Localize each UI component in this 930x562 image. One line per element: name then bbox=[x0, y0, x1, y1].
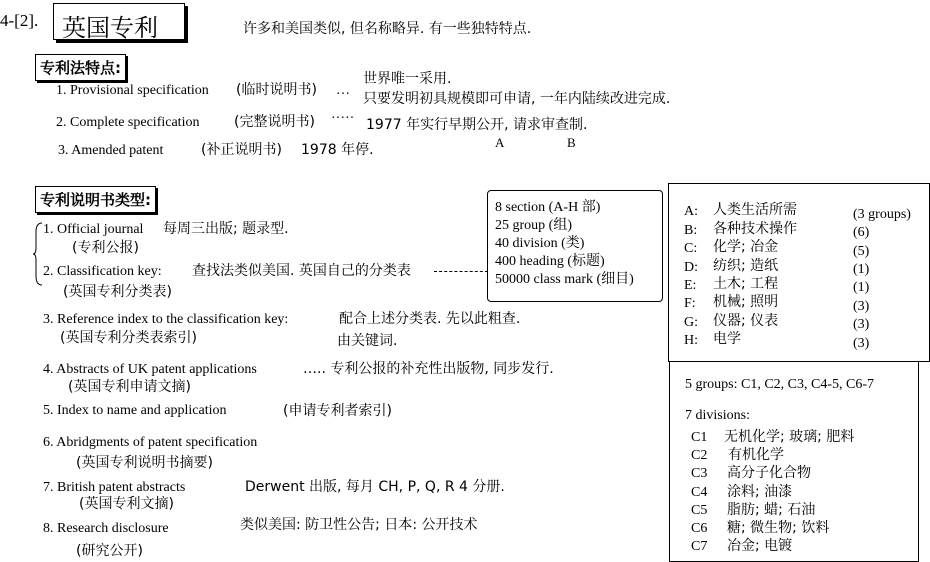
connector-dash bbox=[434, 271, 488, 272]
type-3-line1: 3. Reference index to the classification key: bbox=[43, 312, 289, 327]
section-groups: (3 groups) bbox=[853, 207, 911, 222]
features-heading: 专利法特点: bbox=[35, 54, 126, 81]
section-code: D: bbox=[684, 260, 698, 275]
c-divisions-label: 7 divisions: bbox=[685, 408, 750, 423]
type-1-line2: (专利公报) bbox=[72, 240, 139, 256]
c-section-box bbox=[669, 361, 919, 562]
type-8-line1: 8. Research disclosure bbox=[43, 521, 169, 536]
hierarchy-item: 8 section (A-H 部) bbox=[495, 200, 601, 215]
type-6-line2: (英国专利说明书摘要) bbox=[76, 455, 213, 471]
type-5-line1-zh: (申请专利者索引) bbox=[283, 403, 392, 419]
hierarchy-item: 50000 class mark (细目) bbox=[495, 272, 634, 287]
section-name: 各种技术操作 bbox=[713, 221, 797, 237]
type-6-line1: 6. Abridgments of patent specification bbox=[43, 435, 258, 450]
feature-2-sep: ····· bbox=[331, 111, 355, 126]
type-2-line2: (英国专利分类表) bbox=[63, 284, 172, 300]
page-subtitle: 许多和美国类似, 但名称略异. 有一些独特特点. bbox=[243, 21, 532, 37]
type-7-line1: 7. British patent abstracts bbox=[43, 480, 186, 495]
type-3-line1-zh: 配合上述分类表. 先以此粗查. bbox=[339, 311, 521, 327]
sections-box bbox=[668, 183, 930, 362]
section-groups: (3) bbox=[853, 317, 870, 332]
division-code: C4 bbox=[691, 485, 708, 500]
type-2-line1: 2. Classification key: bbox=[43, 264, 162, 279]
section-name: 人类生活所需 bbox=[713, 202, 797, 218]
section-code: C: bbox=[684, 241, 698, 256]
section-number: 4-[2]. bbox=[0, 11, 39, 30]
section-groups: (6) bbox=[853, 225, 870, 240]
section-code: F: bbox=[684, 296, 696, 311]
items-brace bbox=[33, 222, 43, 286]
type-7-line2: (英国专利文摘) bbox=[79, 496, 174, 512]
section-groups: (1) bbox=[853, 262, 870, 277]
division-code: C1 bbox=[691, 430, 708, 445]
title-box bbox=[53, 3, 185, 40]
division-code: C3 bbox=[691, 466, 708, 481]
section-code: G: bbox=[684, 315, 698, 330]
division-name: 涂料; 油漆 bbox=[727, 484, 793, 500]
feature-1-note1: 世界唯一采用. bbox=[363, 71, 452, 87]
type-8-line2: (研究公开) bbox=[76, 543, 143, 559]
division-name: 高分子化合物 bbox=[727, 465, 811, 481]
feature-2-label: 2. Complete specification bbox=[56, 115, 200, 130]
hierarchy-box bbox=[487, 190, 663, 302]
division-name: 无机化学; 玻璃; 肥料 bbox=[724, 429, 855, 445]
feature-3-zh: (补正说明书) bbox=[201, 142, 282, 158]
types-heading: 专利说明书类型: bbox=[35, 186, 156, 213]
section-groups: (5) bbox=[853, 244, 870, 259]
type-3-line2b: 由关键词. bbox=[337, 333, 398, 349]
feature-2-note1: 1977 年实行早期公开, 请求审查制. bbox=[366, 117, 588, 133]
type-4-line1: 4. Abstracts of UK patent applications bbox=[43, 362, 257, 377]
division-name: 冶金; 电镀 bbox=[727, 538, 793, 554]
marker-b: B bbox=[567, 135, 576, 150]
type-5-line1: 5. Index to name and application bbox=[43, 403, 227, 418]
section-name: 化学; 冶金 bbox=[713, 239, 779, 255]
type-1-line1: 1. Official journal bbox=[43, 222, 144, 237]
division-code: C5 bbox=[691, 503, 708, 518]
division-name: 脂肪; 蜡; 石油 bbox=[727, 502, 816, 518]
feature-1-note2: 只要发明初具规模即可申请, 一年内陆续改进完成. bbox=[363, 91, 671, 107]
division-code: C7 bbox=[691, 539, 708, 554]
section-code: B: bbox=[684, 223, 698, 238]
hierarchy-item: 40 division (类) bbox=[495, 236, 585, 251]
type-3-line2: (英国专利分类表索引) bbox=[60, 330, 197, 346]
feature-1-sep: … bbox=[336, 83, 350, 98]
type-2-line1-zh: 查找法类似美国. 英国自己的分类表 bbox=[192, 263, 411, 279]
type-8-line1-zh: 类似美国: 防卫性公告; 日本: 公开技术 bbox=[240, 517, 478, 533]
page-title: 英国专利 bbox=[62, 14, 158, 42]
section-name: 机械; 照明 bbox=[713, 294, 779, 310]
section-code: E: bbox=[684, 278, 697, 293]
marker-a: A bbox=[495, 135, 505, 150]
type-4-line1-zh: ….. 专利公报的补充性出版物, 同步发行. bbox=[303, 361, 554, 377]
section-groups: (1) bbox=[853, 280, 870, 295]
division-name: 有机化学 bbox=[728, 447, 784, 463]
section-name: 仪器; 仪表 bbox=[713, 313, 779, 329]
division-name: 糖; 微生物; 饮料 bbox=[727, 520, 830, 536]
hierarchy-item: 400 heading (标题) bbox=[495, 254, 605, 269]
c-groups-line: 5 groups: C1, C2, C3, C4-5, C6-7 bbox=[685, 377, 875, 392]
section-code: H: bbox=[684, 333, 698, 348]
feature-2-zh: (完整说明书) bbox=[234, 114, 315, 130]
section-name: 纺织; 造纸 bbox=[713, 258, 779, 274]
division-code: C6 bbox=[691, 521, 708, 536]
feature-3-label: 3. Amended patent bbox=[58, 143, 164, 158]
hierarchy-item: 25 group (组) bbox=[495, 218, 572, 233]
division-code: C2 bbox=[691, 448, 708, 463]
feature-1-label: 1. Provisional specification bbox=[56, 83, 209, 98]
type-1-line1-zh: 每周三出版; 题录型. bbox=[163, 221, 289, 237]
section-groups: (3) bbox=[853, 299, 870, 314]
feature-3-note1: 1978 年停. bbox=[301, 142, 374, 158]
section-groups: (3) bbox=[853, 336, 870, 351]
type-4-line2: (英国专利申请文摘) bbox=[68, 379, 191, 395]
section-name: 土木; 工程 bbox=[713, 276, 779, 292]
type-7-line1-zh: Derwent 出版, 每月 CH, P, Q, R 4 分册. bbox=[245, 479, 505, 495]
section-code: A: bbox=[684, 204, 698, 219]
section-name: 电学 bbox=[713, 331, 741, 347]
feature-1-zh: (临时说明书) bbox=[236, 82, 317, 98]
